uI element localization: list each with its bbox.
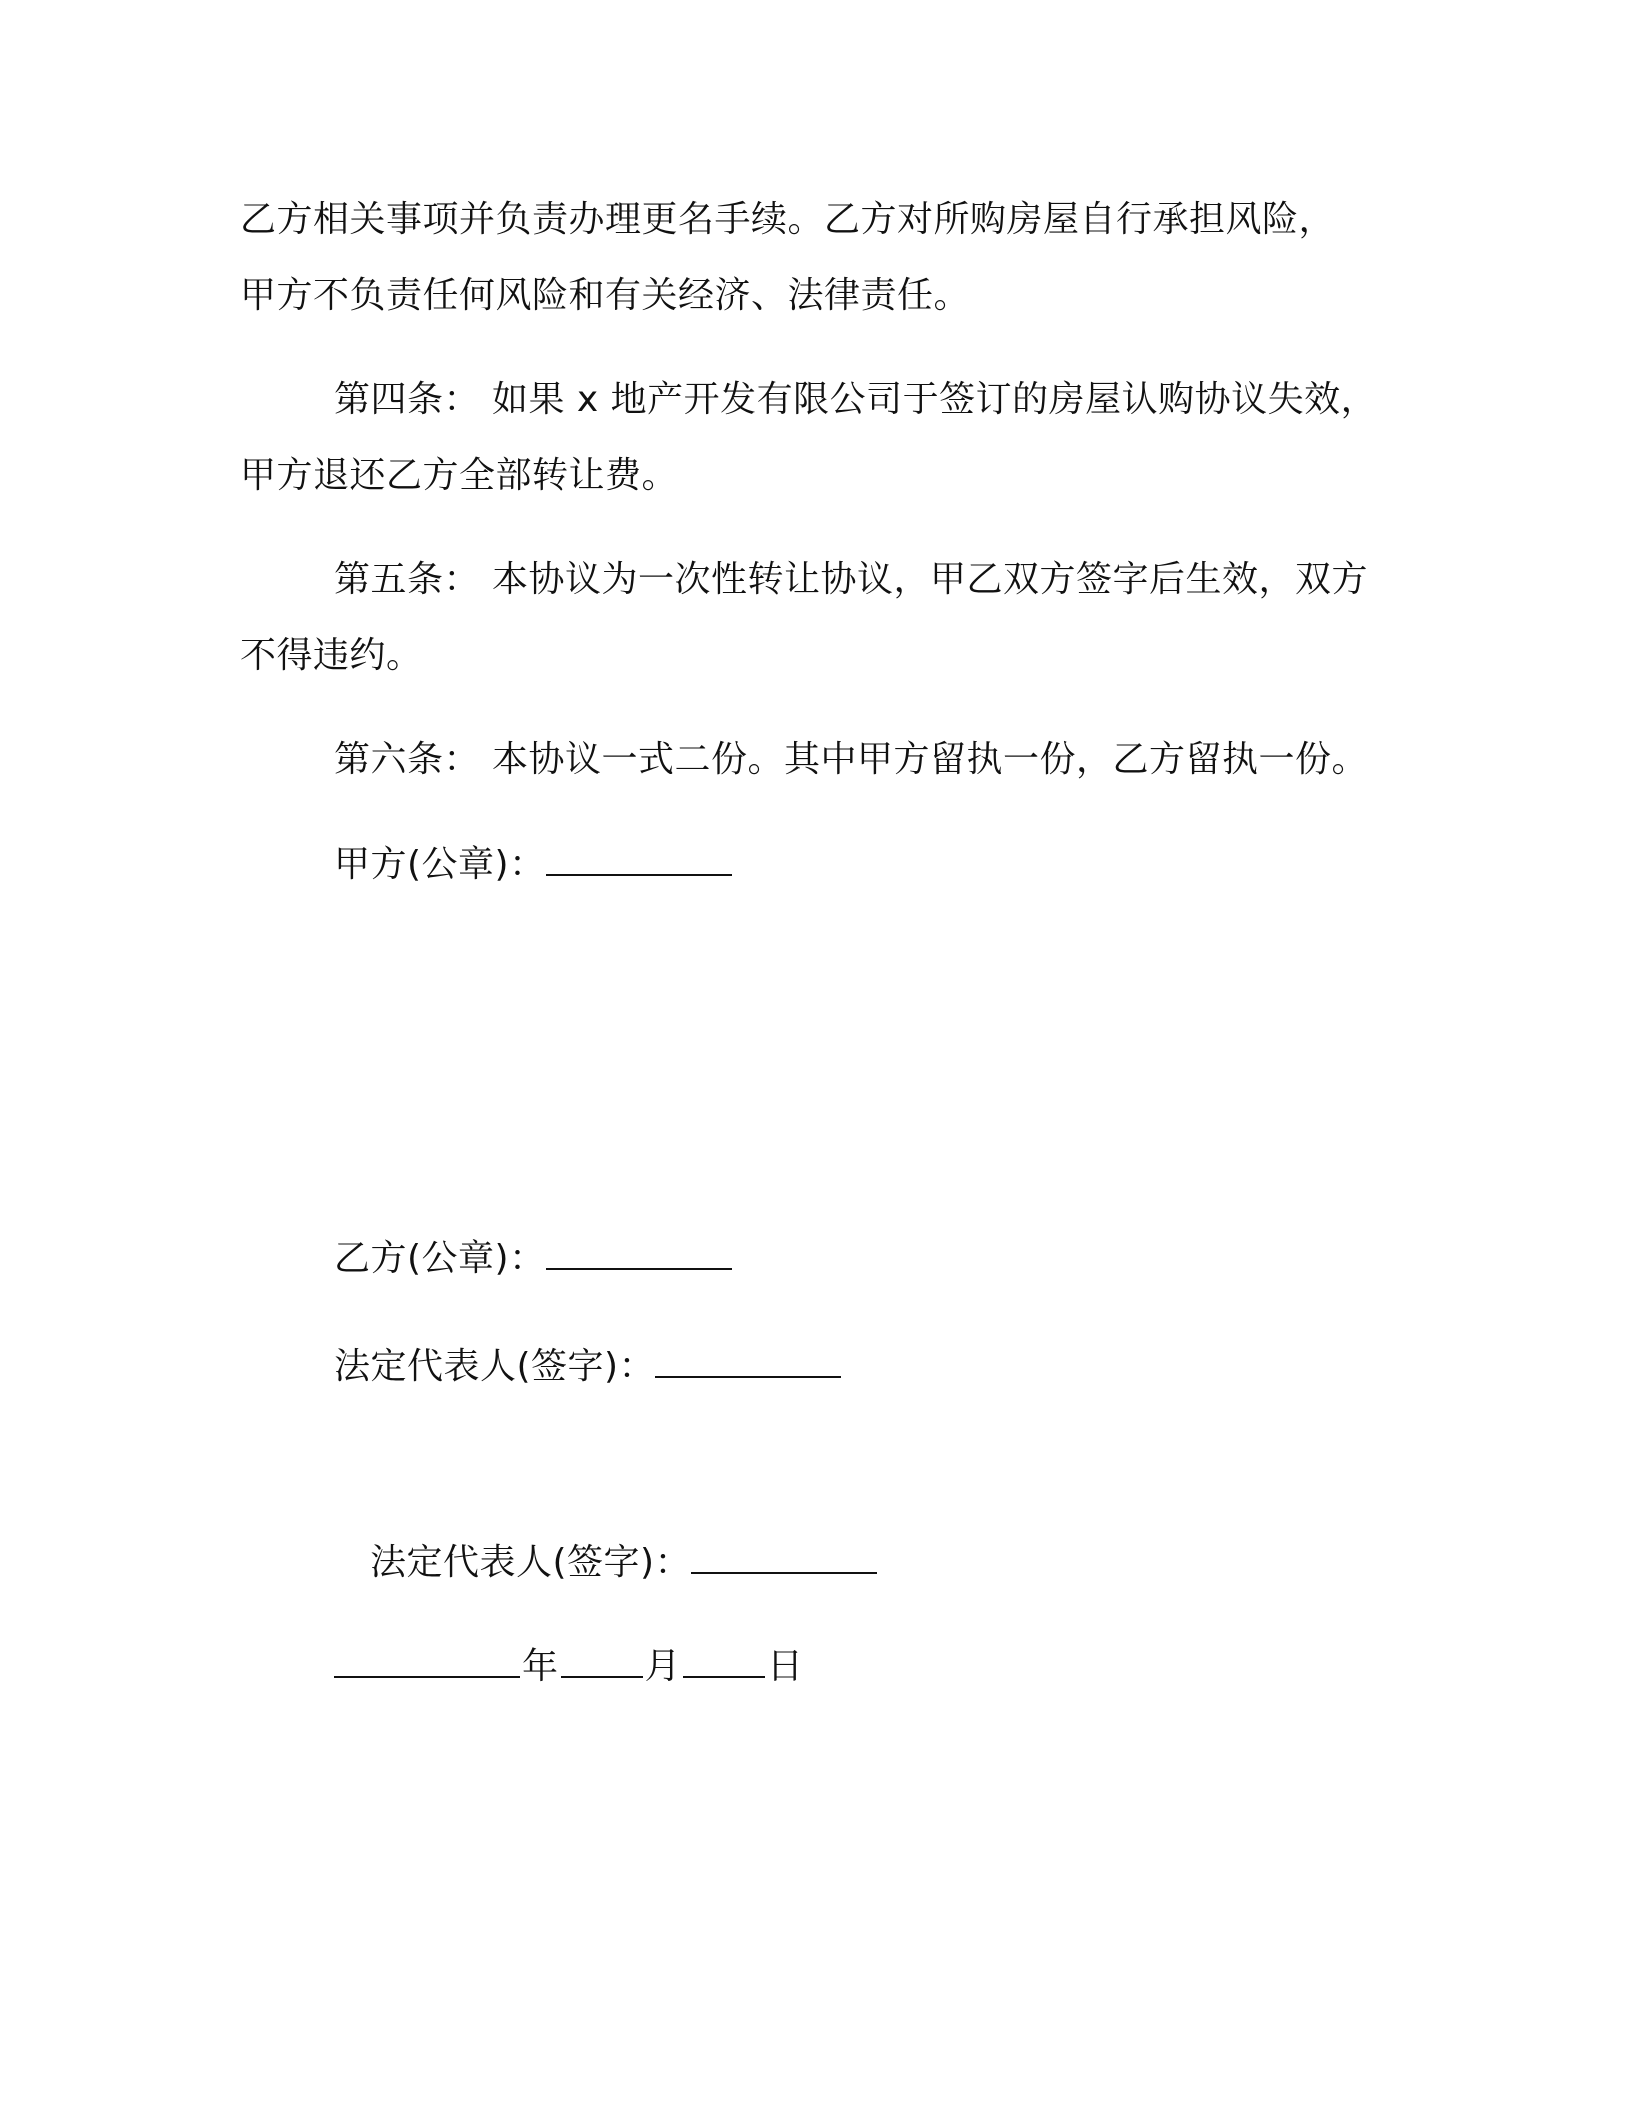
clause-3-continuation-line-1: 乙方相关事项并负责办理更名手续。乙方对所购房屋自行承担风险， [240,199,1336,240]
legal-rep-1-row [334,1340,841,1391]
article-5-line-1: 第五条： 本协议为一次性转让协议，甲乙双方签字后生效，双方 [334,559,1368,600]
month-label: 月 [644,1646,682,1687]
month-blank[interactable] [561,1640,643,1678]
article-4-line-1: 第四条： 如果 x 地产开发有限公司于签订的房屋认购协议失效， [334,379,1378,420]
day-blank[interactable] [683,1640,765,1678]
article-4-line-2: 甲方退还乙方全部转让费。 [240,455,679,496]
article-5-line-2: 不得违约。 [240,635,423,676]
article-6-line-1: 第六条： 本协议一式二份。其中甲方留执一份，乙方留执一份。 [334,739,1368,780]
party-a-seal-row [334,838,732,889]
day-label: 日 [767,1646,804,1687]
legal-rep-2-row [370,1536,877,1587]
legal-rep-1-signature-blank[interactable] [655,1340,841,1378]
legal-rep-2-signature-blank[interactable] [691,1536,877,1574]
party-a-seal-label: 甲方(公章)： [334,844,546,885]
year-blank[interactable] [334,1640,520,1678]
clause-3-continuation-line-2: 甲方不负责任何风险和有关经济、法律责任。 [240,275,971,316]
date-row [334,1640,806,1691]
legal-rep-1-label: 法定代表人(签字)： [334,1346,656,1387]
party-b-seal-row [334,1232,732,1283]
legal-rep-2-label: 法定代表人(签字)： [370,1542,692,1583]
party-a-seal-blank[interactable] [546,838,732,876]
party-b-seal-label: 乙方(公章)： [334,1238,546,1279]
year-label: 年 [522,1646,559,1687]
party-b-seal-blank[interactable] [546,1232,732,1270]
